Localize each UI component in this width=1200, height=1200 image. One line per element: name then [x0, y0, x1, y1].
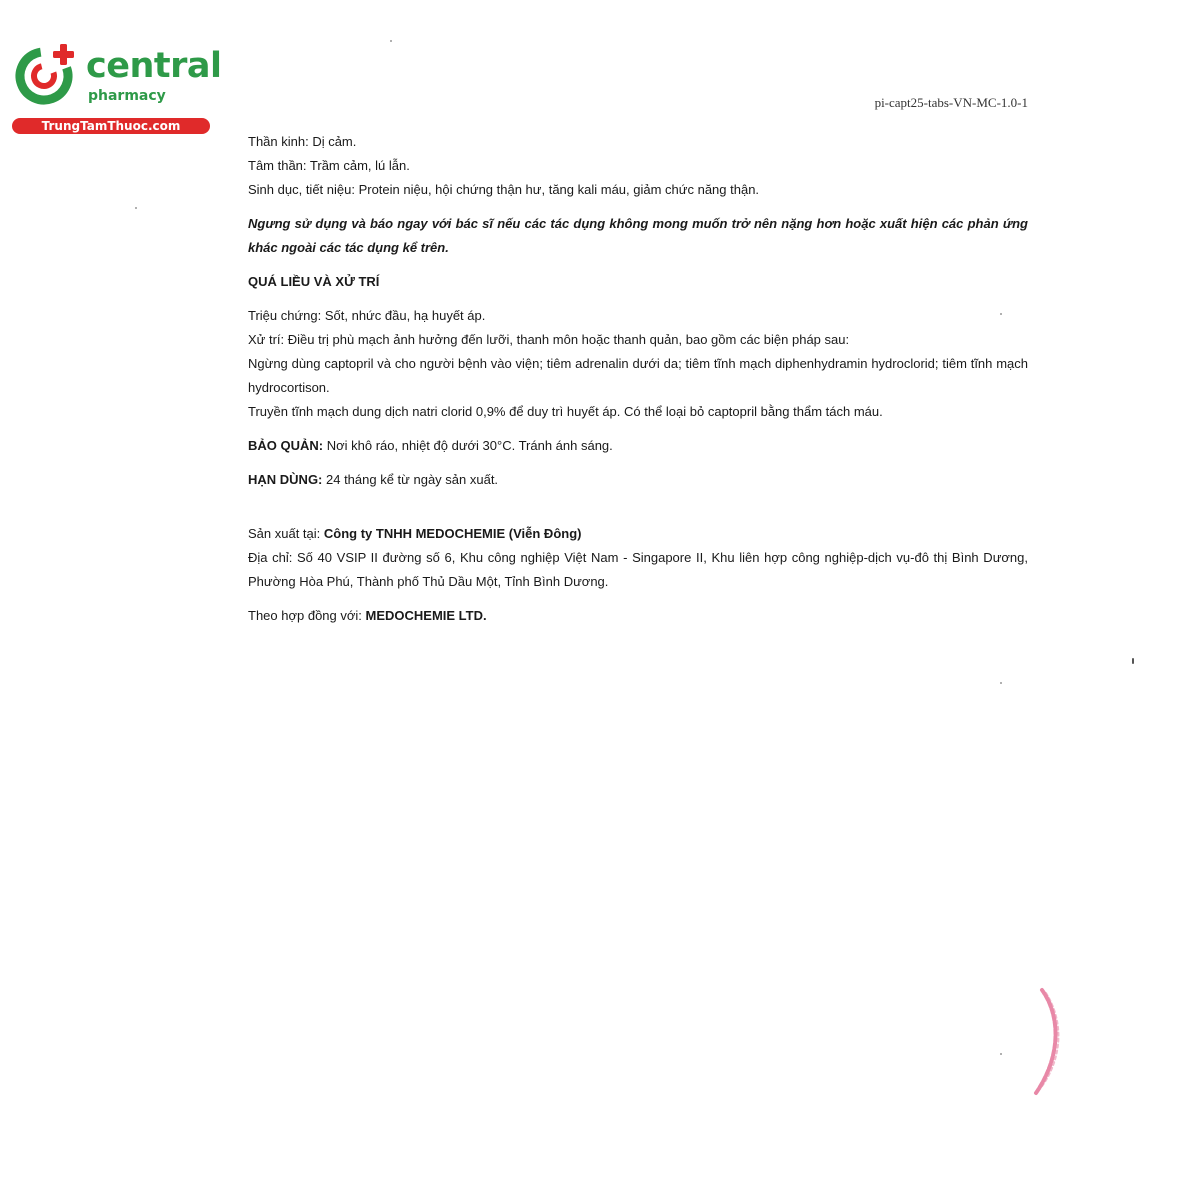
overdose-symptoms: Triệu chứng: Sốt, nhức đầu, hạ huyết áp. [248, 308, 486, 323]
manufacturer-address: Địa chỉ: Số 40 VSIP II đường số 6, Khu công nghiệp Việt Nam - Singapore II, Khu liên hợp công nghiệp-dịch vụ-đô thị Bình Dương, Phường Hòa Phú, Thành phố Thủ Dầu Một, Tỉnh Bình Dương. [248, 550, 1028, 589]
storage-label: BẢO QUẢN: [248, 438, 324, 453]
warning-note: Ngưng sử dụng và báo ngay với bác sĩ nếu các tác dụng không mong muốn trở nên nặng hơn hoặc xuất hiện các phản ứng khác ngoài các tác dụng kể trên. [248, 216, 1028, 255]
manufacturer-line [248, 522, 1028, 546]
storage-line [248, 434, 1028, 458]
shelf-life-label: HẠN DÙNG: [248, 472, 323, 487]
pharmacy-cross-logo-icon [10, 38, 82, 110]
contract-label: Theo hợp đồng với: [248, 608, 366, 623]
logo-subtitle: pharmacy [88, 88, 166, 104]
document-code: pi-capt25-tabs-VN-MC-1.0-1 [874, 95, 1028, 110]
document-body [248, 130, 1028, 628]
logo-wordmark: central [86, 46, 222, 86]
stamp-mark-icon [1028, 985, 1068, 1100]
overdose-step-2: Truyền tĩnh mạch dung dịch natri clorid 0,9% để duy trì huyết áp. Có thể loại bỏ captopril bằng thẩm tách máu. [248, 404, 883, 419]
manufacturer-name: Công ty TNHH MEDOCHEMIE (Viễn Đông) [323, 526, 582, 541]
side-effect-urinary: Sinh dục, tiết niệu: Protein niệu, hội chứng thận hư, tăng kali máu, giảm chức năng thận. [248, 182, 760, 197]
logo-website-link[interactable]: TrungTamThuoc.com [12, 118, 210, 134]
scan-speck [135, 207, 137, 209]
contract-line [248, 604, 1028, 628]
scan-speck [390, 40, 392, 42]
contract-name: MEDOCHEMIE LTD. [365, 608, 487, 623]
side-effect-psych: Tâm thần: Trầm cảm, lú lẫn. [248, 158, 410, 173]
shelf-life-text: 24 tháng kể từ ngày sản xuất. [322, 472, 499, 487]
overdose-treatment: Xử trí: Điều trị phù mạch ảnh hưởng đến lưỡi, thanh môn hoặc thanh quản, bao gồm các biện pháp sau: [248, 332, 850, 347]
shelf-life-line [248, 468, 1028, 492]
central-pharmacy-logo[interactable] [10, 38, 222, 138]
overdose-step-1: Ngừng dùng captopril và cho người bệnh vào viện; tiêm adrenalin dưới da; tiêm tĩnh mạch diphenhydramin hydroclorid; tiêm tĩnh mạch hydrocortison. [248, 356, 1028, 395]
scan-speck [1000, 313, 1002, 315]
overdose-heading: QUÁ LIỀU VÀ XỬ TRÍ [248, 274, 380, 289]
side-effect-nerve: Thần kinh: Dị cảm. [248, 134, 357, 149]
scan-speck [1000, 1053, 1002, 1055]
storage-text: Nơi khô ráo, nhiệt độ dưới 30°C. Tránh ánh sáng. [323, 438, 613, 453]
scan-speck [1132, 658, 1134, 664]
scan-speck [1000, 682, 1002, 684]
manufacturer-label: Sản xuất tại: [248, 526, 324, 541]
